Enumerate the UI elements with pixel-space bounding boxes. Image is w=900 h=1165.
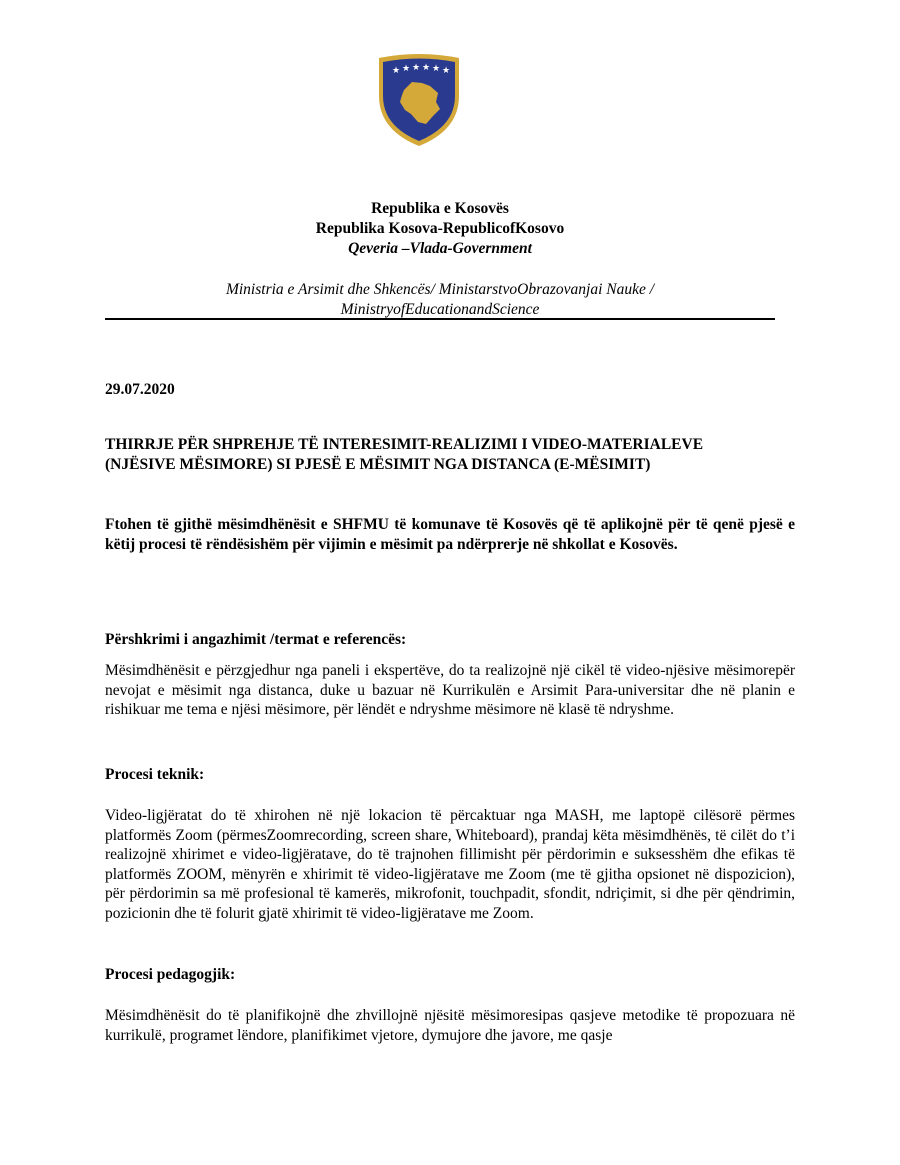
svg-text:★: ★ xyxy=(411,63,421,73)
section-heading-pedagogical: Procesi pedagogjik: xyxy=(105,966,236,983)
svg-text:★: ★ xyxy=(401,64,411,74)
header-ministry-line1: Ministria e Arsimit dhe Shkencës/ MinistarstvoObrazovanjai Nauke / xyxy=(225,281,655,298)
svg-text:★: ★ xyxy=(391,66,401,76)
section-heading-technical: Procesi teknik: xyxy=(105,766,205,783)
document-title-line1: THIRRJE PËR SHPREHJE TË INTERESIMIT-REALIZIMI I VIDEO-MATERIALEVE xyxy=(105,436,704,453)
header-republic-multilingual: Republika Kosova-RepublicofKosovo xyxy=(315,220,565,237)
header-government: Qeveria –Vlada-Government xyxy=(348,240,532,257)
header-divider xyxy=(105,318,775,320)
document-date: 29.07.2020 xyxy=(105,381,175,398)
svg-text:★: ★ xyxy=(431,64,441,74)
kosovo-coat-of-arms-icon xyxy=(376,52,462,148)
header-republic-albanian: Republika e Kosovës xyxy=(371,200,509,217)
svg-text:★: ★ xyxy=(441,66,451,76)
header-ministry-line2: MinistryofEducationandScience xyxy=(340,301,540,318)
document-title xyxy=(105,435,795,475)
section-text-technical: Video-ligjëratat do të xhirohen në një lokacion të përcaktuar nga MASH, me laptopë cilësorë përmes platformës Zoom (përmesZoomrecording, screen share, Whiteboard), prandaj këta mësimdhënës, të cilët do t’i realizojnë xhirimet e video-ligjëratave, do të trajnohen fillimisht për përdorimin e suksesshëm dhe efikas të platformës ZOOM, mënyrën e xhirimit të video-ligjëratave me Zoom (me të gjitha opsionet në dispozicion), për përdorimin sa më profesional të kamerës, mikrofonit, touchpadit, sfondit, ndriçimit, si dhe për qëndrimin, pozicionin dhe të folurit gjatë xhirimit të video-ligjëratave me Zoom. xyxy=(105,807,795,922)
section-text-pedagogical: Mësimdhënësit do të planifikojnë dhe zhvillojnë njësitë mësimoresipas qasjeve metodike të propozuara në kurrikulë, programet lëndore, planifikimet vjetore, dymujore dhe javore, me qasje xyxy=(105,1007,795,1044)
document-title-line2: (NJËSIVE MËSIMORE) SI PJESË E MËSIMIT NGA DISTANCA (E-MËSIMIT) xyxy=(105,456,651,473)
document-intro: Ftohen të gjithë mësimdhënësit e SHFMU të komunave të Kosovës që të aplikojnë për të qenë pjesë e këtij procesi të rëndësishëm për vijimin e mësimit pa ndërprerje në shkollat e Kosovës. xyxy=(105,516,795,553)
svg-text:★: ★ xyxy=(421,63,431,73)
section-heading-terms: Përshkrimi i angazhimit /termat e referencës: xyxy=(105,631,407,648)
section-text-terms: Mësimdhënësit e përzgjedhur nga paneli i ekspertëve, do ta realizojnë një cikël të video-njësive mësimorepër nevojat e mësimit nga distanca, duke u bazuar në Kurrikulën e Arsimit Para-universitar dhe në planin e rishikuar me tema e njësi mësimore, për lëndët e ndryshme mësimore në klasë të ndryshme. xyxy=(105,662,795,719)
